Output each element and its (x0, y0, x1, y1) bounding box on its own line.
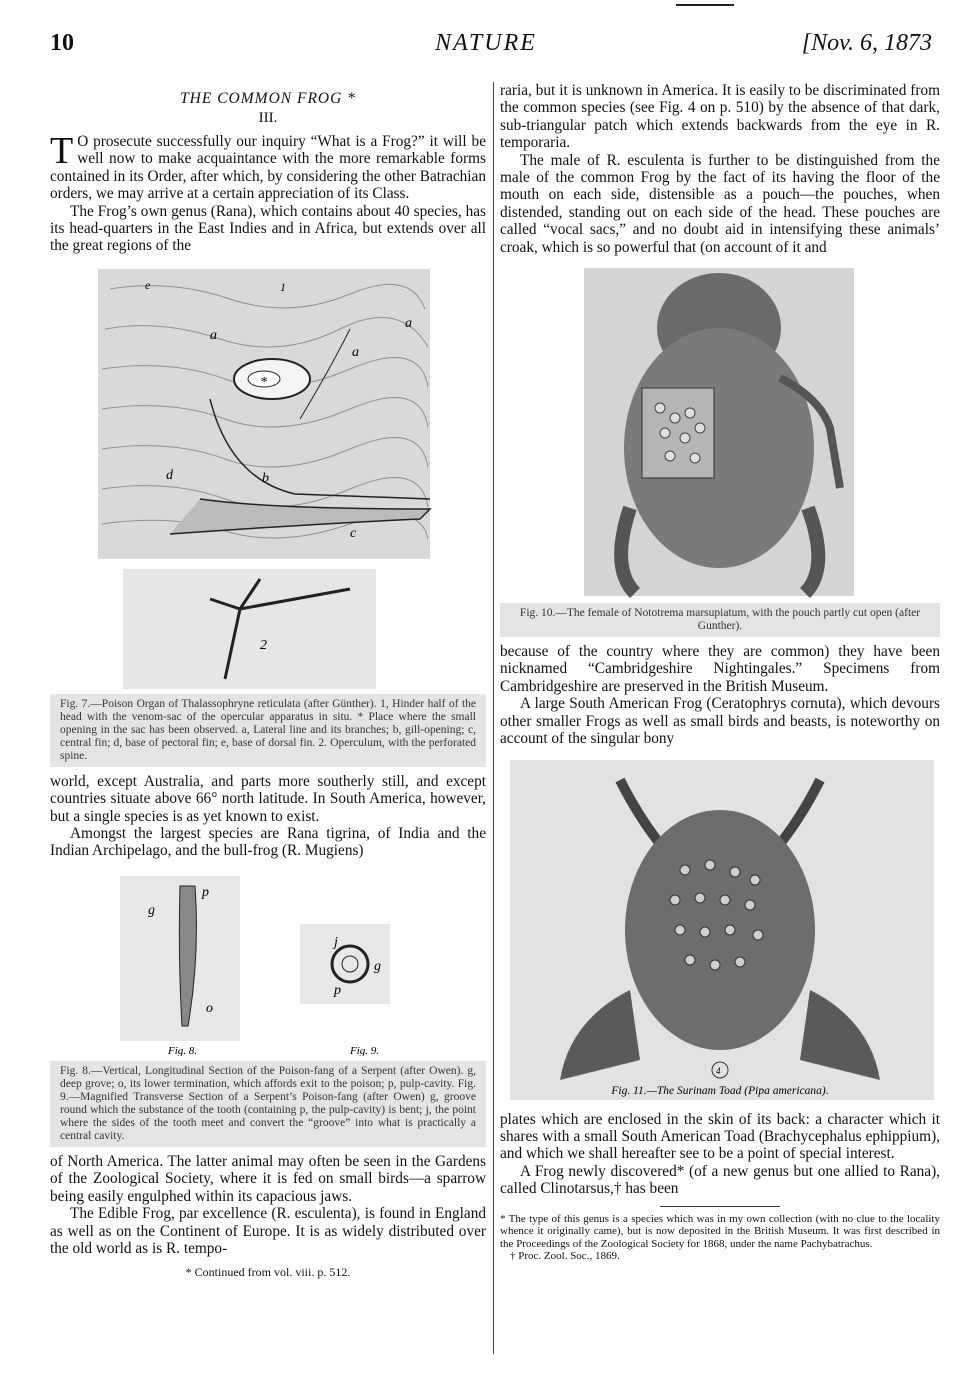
footnote-1: * The type of this genus is a species which was in my own collection (with no clue to the locality whence it originally came), but is now deposited in the British Museum. It was first described in the Proceedings of the Zoological Society for 1868, under the name Pachybatrachus. (500, 1212, 940, 1250)
figure-10 (500, 268, 940, 637)
article-title: THE COMMON FROG * (180, 90, 356, 107)
fig11-illustration (500, 760, 940, 1100)
fig7-label-a3: a (352, 344, 359, 360)
paragraph: A large South American Frog (Ceratophrys cornuta), which devours other smaller Frogs as well as small birds and beasts, is noteworthy on account of the singular bony (500, 695, 940, 748)
paragraph: The Edible Frog, par excellence (R. esculenta), is found in England as well as on the Continent of Europe. It is as widely distributed over the old world as is R. tempo- (50, 1205, 486, 1257)
fig8-letter-o: o (206, 1000, 213, 1016)
fig10-illustration (500, 268, 940, 598)
figure-11 (500, 760, 940, 1105)
fig7-label-2: 2 (260, 637, 267, 653)
fig7-label-a1: a (210, 327, 217, 343)
figure-7 (50, 269, 486, 767)
fig11-caption: Fig. 11.—The Surinam Toad (Pipa americana). (611, 1084, 829, 1097)
top-rule (676, 4, 734, 6)
fig9-letter-j: j (334, 934, 338, 950)
journal-title: NATURE (435, 30, 537, 56)
fig9-letter-g: g (374, 958, 381, 974)
paragraph: raria, but it is unknown in America. It is easily to be discriminated from the common species (see Fig. 4 on p. 510) by the absence of that dark, sub-triangular patch which extends backwards from the eye in R. temporaria. (500, 82, 940, 152)
fig9-letter-p: p (334, 982, 341, 998)
paragraph: The Frog’s own genus (Rana), which contains about 40 species, has its head-quarters in the East Indies and in Africa, but extends over all the great regions of the (50, 202, 486, 255)
fig7-label-d: d (166, 467, 173, 483)
column-divider (493, 82, 494, 1354)
fig7-label-e: e (145, 277, 151, 292)
paragraph: plates which are enclosed in the skin of its back: a character which it shares with a small South American Toad (Brachycephalus ephippium), and which we shall hereafter see to be a point of special interest. (500, 1110, 940, 1163)
footnote-rule (660, 1206, 780, 1207)
fig7-label-star: * (260, 374, 267, 390)
continued-note: * Continued from vol. viii. p. 512. (185, 1265, 351, 1280)
fig7-label-c: c (350, 525, 357, 541)
fig9-label: Fig. 9. (350, 1044, 380, 1056)
left-column (50, 82, 486, 1370)
paragraph: The male of R. esculenta is further to be distinguished from the male of the common Frog by the fact of its having the floor of the mouth on each side, distensible as a pouch—the pouches, when distended, standing out on each side of the head. These pouches are called “vocal sacs,” and no doubt aid in intensifying these animals’ croak, which is so powerful that (on account of it and (500, 151, 940, 256)
fig8-9-illustration (50, 876, 486, 1056)
figure-8-9 (50, 876, 486, 1147)
fig7-illustration (50, 269, 486, 689)
fig11-mark: 4 (716, 1065, 721, 1076)
paragraph: of North America. The latter animal may often be seen in the Gardens of the Zoological Society, where it is fed on small birds—a sparrow being easily engulphed within its capacious jaws. (50, 1152, 486, 1205)
fig7-label-b: b (262, 470, 269, 486)
page-number: 10 (50, 30, 74, 56)
fig8-9-caption: Fig. 8.—Vertical, Longitudinal Section of the Poison-fang of a Serpent (after Owen). g, deep grove; o, its lower termination, which affords exit to the poison; p, pulp-cavity. Fig. 9.—Magnified Transverse Section of a Serpent’s Poison-fang (after Owen) g, groove round which the substance of the tooth (containing p, the pulp-cavity) is bent; j, the point where the sides of the tooth meet and convert the “groove” into what is practically a central cavity. (50, 1061, 486, 1147)
fig8-letter-g: g (148, 902, 155, 918)
issue-date: [Nov. 6, 1873 (801, 30, 932, 56)
fig7-label-a2: a (405, 315, 412, 331)
drop-cap: T (50, 130, 74, 172)
fig10-caption: Fig. 10.—The female of Nototrema marsupiatum, with the pouch partly cut open (after Gunther). (500, 603, 940, 637)
fig7-label-1: 1 (280, 279, 286, 294)
paragraph-intro: T O prosecute successfully our inquiry “What is a Frog?” it will be well now to make acquaintance with the more remarkable forms contained in its Order, after which, by considering the other Batrachian orders, we may arrive at a certain appreciation of its Class. (50, 130, 486, 203)
footnote-2: † Proc. Zool. Soc., 1869. (510, 1250, 620, 1263)
fig8-letter-p: p (202, 884, 209, 900)
right-column (500, 82, 940, 1370)
paragraph: A Frog newly discovered* (of a new genus but one allied to Rana), called Clinotarsus,† has been (500, 1162, 940, 1198)
paragraph: Amongst the largest species are Rana tigrina, of India and the Indian Archipelago, and the bull-frog (R. Mugiens) (50, 825, 486, 860)
fig7-caption: Fig. 7.—Poison Organ of Thalassophryne reticulata (after Günther). 1, Hinder half of the head with the venom-sac of the opercular apparatus in situ. * Place where the small opening in the sac has been observed. a, Lateral line and its branches; b, gill-opening; c, central fin; d, base of pectoral fin; e, base of dorsal fin. 2. Operculum, with the perforated spine. (50, 694, 486, 767)
fig8-label: Fig. 8. (168, 1044, 198, 1056)
article-part: III. (258, 110, 278, 126)
paragraph: world, except Australia, and parts more southerly still, and except countries situate above 66° north latitude. In South America, however, but a single species is as yet known to exist. (50, 772, 486, 825)
paragraph: because of the country where they are common) they have been nicknamed “Cambridgeshire Nightingales.” Specimens from Cambridgeshire are preserved in the British Museum. (500, 643, 940, 695)
